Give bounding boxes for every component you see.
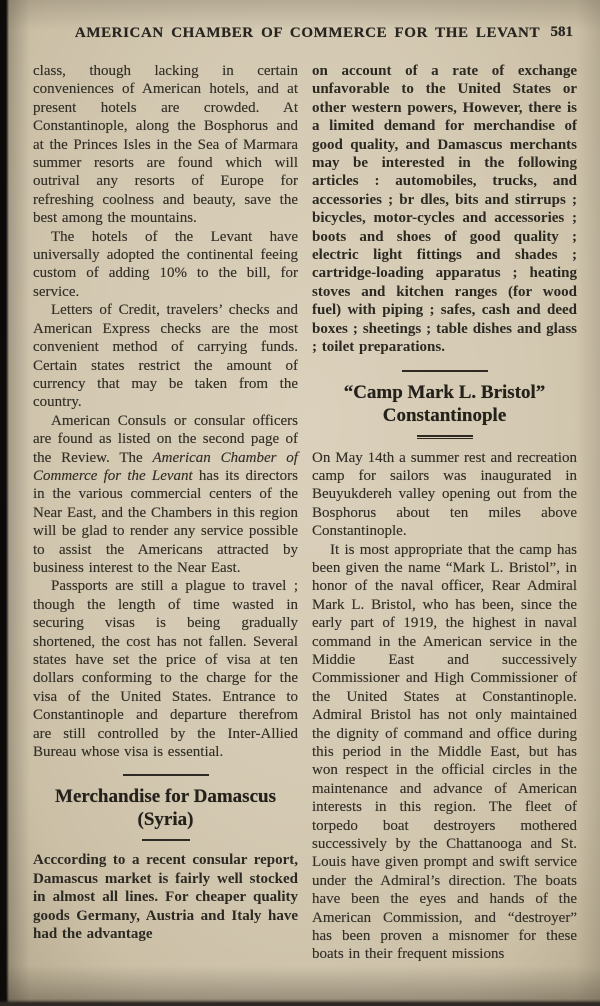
left-column [33,62,298,964]
page-number: 581 [550,24,573,40]
paragraph-admiral-bristol: It is most appropriate that the camp has been given the name “Mark L. Bristol”, in honor of the naval officer, Rear Admiral Mark L. Bristol, who has been, since the early part of 1919, the highest in naval command in the American service in the Middie East and successively Commissioner and High Commissioner of the United States at Constantinople. Admiral Bristol has not only maintained the dignity of command and office during this period in the Middle East, but has won respect in the official circles in the maintenance and advance of American interests in this region. The fleet of torpedo boat destroyers mothered successively by the Chattanooga and St. Louis have given prompt and swift service under the Admiral’s direction. The boats have been the eyes and hands of the American Commission, and “destroyer” has been proven a misnomer for these boats in their frequent missions [312,541,577,963]
section-divider-rule [123,774,209,776]
section-heading-camp-mark-bristol: “Camp Mark L. Bristol” Constantinople [343,381,546,426]
paragraph-camp-opening: On May 14th a summer rest and recreation camp for sailors was inaugurated in Beuyukdereh valley opening out from the Bosphorus about ten miles above Constantinople. [312,449,577,540]
page-left-edge-shadow [0,0,9,1006]
text-columns [33,62,577,964]
paragraph-letters-of-credit: Letters of Credit, travelers’ checks and American Express checks are the most convenient method of carrying funds. Certain states restrict the amount of currency that may be taken from the country. [33,302,298,411]
running-header [40,24,575,46]
section-divider-rule [402,370,488,372]
right-column [312,62,577,964]
chamber-name-italic: American Chamber of Commerce for the Levant [33,449,298,484]
page-bottom-edge-shadow [0,999,600,1006]
paragraph-exchange-merchandise: on account of a rate of exchange unfavorable to the United States or other western powers, However, there is a limited demand for merchandise of good quality, and Damascus merchants may be interested in the following articles : automobiles, trucks, and accessories ; br dles, bits and stirrups ; bicycles, motor-cycles and accessories ; boots and shoes of good quality ; electric light fittings and shades ; cartridge-loading apparatus ; heating stoves and kitchen ranges (for wood fuel) with piping ; safes, cash and deed boxes ; sheetings ; table dishes and glass ; toilet preparations. [312,63,577,356]
paragraph-passports: Passports are still a plague to travel ; though the length of time wasted in securing visas is being gradually shortened, the cost has not fallen. Several states have set the price of visa at ten dollars conforming to the charge for the visa of the United States. Entrance to Constantinople and departure therefrom are still controlled by the Inter-Allied Bureau whose visa is essential. [33,578,298,761]
running-header-title: AMERICAN CHAMBER OF COMMERCE FOR THE LEVANT [74,25,541,41]
paragraph-consuls-pre: American Consuls or consular officers are found as listed on the second page of the Review. The [33,412,298,466]
paragraph-hotels-class: class, though lacking in certain conveniences of American hotels, and at present hotels are crowded. At Constantinople, along the Bosphorus and at the Princes Isles in the Sea of Marmara summer resorts are found which will outrival any resorts of Europe for refreshing coolness and beauty, save the best among the mountains. [33,63,298,227]
paragraph-hotel-fees: The hotels of the Levant have universally adopted the continental feeing custom of adding 10% to the bill, for service. [33,228,298,300]
paragraph-consuls [33,412,298,578]
heading-underline-rule [142,839,190,841]
paragraph-consuls-post: has its directors in the various commercial centers of the Near East, and the Chambers in this region will be glad to render any service possible to assist the Americans attracted by business interest to the Near East. [33,467,298,576]
paragraph-damascus-report: Acccording to a recent consular report, Damascus market is fairly well stocked in almost all lines. For cheaper quality goods Germany, Austria and Italy have had the advantage [33,852,298,943]
heading-underline-rule [417,435,473,439]
section-heading-merchandise-damascus: Merchandise for Damascus (Syria) [55,786,276,831]
